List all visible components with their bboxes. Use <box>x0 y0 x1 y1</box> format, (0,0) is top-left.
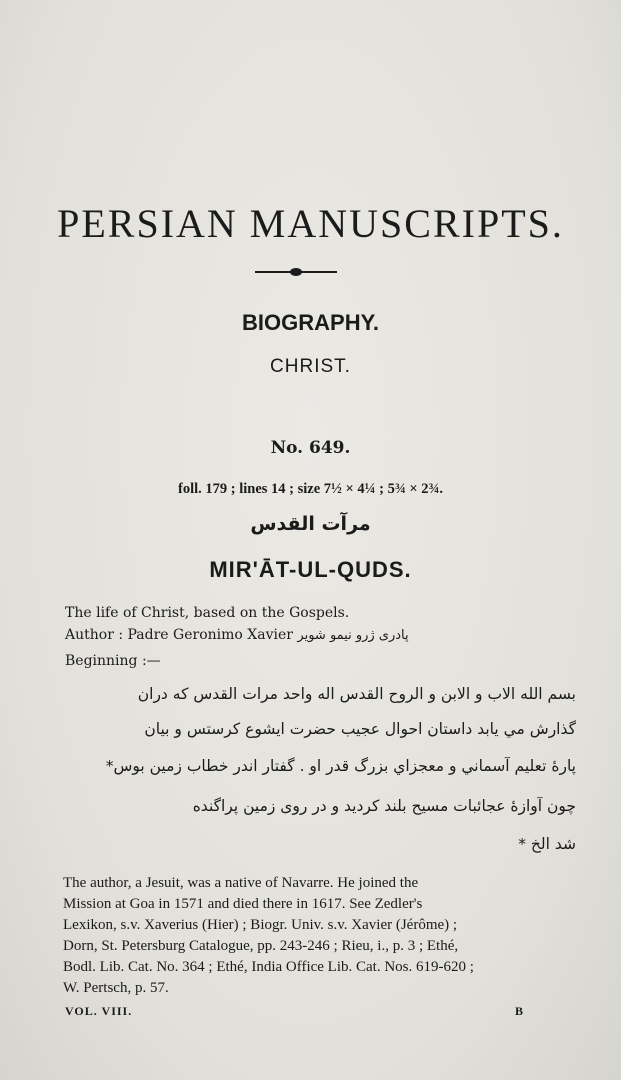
beginning-label: Beginning :— <box>65 653 161 669</box>
volume-label: VOL. VIII. <box>65 1004 133 1018</box>
note-line: Dorn, St. Petersburg Catalogue, pp. 243-246 ; Rieu, i., p. 3 ; Ethé, <box>63 938 459 954</box>
page-title: PERSIAN MANUSCRIPTS. <box>57 201 564 246</box>
signature-mark: B <box>515 1004 525 1018</box>
entry-title-roman: MIR'ĀT-UL-QUDS. <box>209 557 412 582</box>
beginning-line: بسم الله الاب و الابن و الروح القدس اله واحد مرات القدس که دران <box>137 685 576 703</box>
entry-number: No. 649. <box>270 438 351 458</box>
author-name-persian: پادری ژرو نیمو شویر <box>297 628 409 643</box>
beginning-line: شد الخ * <box>518 835 576 853</box>
note-line: The author, a Jesuit, was a native of Navarre. He joined the <box>63 875 419 891</box>
note-line: Bodl. Lib. Cat. No. 364 ; Ethé, India Office Lib. Cat. Nos. 619-620 ; <box>63 959 474 975</box>
divider-ornament-icon <box>290 268 302 276</box>
beginning-line: گذارش مي يابد داستان احوال عجيب حضرت ايشوع كرستس و بيان <box>144 720 576 738</box>
entry-description: The life of Christ, based on the Gospels. <box>65 605 350 621</box>
beginning-line: پارهٔ تعليم آسماني و معجزاي بزرگ قدر او . گفتار اندر خطاب زمين بوس* <box>105 757 576 775</box>
note-line: W. Pertsch, p. 57. <box>63 980 169 996</box>
note-line: Lexikon, s.v. Xaverius (Hier) ; Biogr. Univ. s.v. Xavier (Jérôme) ; <box>63 917 458 933</box>
section-heading: BIOGRAPHY. <box>242 310 379 335</box>
subsection-heading: CHRIST. <box>270 356 351 377</box>
entry-specs: foll. 179 ; lines 14 ; size 7½ × 4¼ ; 5¾ × 2¾. <box>177 481 443 497</box>
author-name: Author : Padre Geronimo Xavier <box>65 627 293 643</box>
beginning-line: چون آوازهٔ عجائبات مسيح بلند كرديد و در روی زمين پراگنده <box>192 797 576 815</box>
note-line: Mission at Goa in 1571 and died there in 1617. See Zedler's <box>63 896 423 912</box>
entry-title-persian: مرآت القدس <box>250 513 371 535</box>
entry-author <box>65 627 409 643</box>
